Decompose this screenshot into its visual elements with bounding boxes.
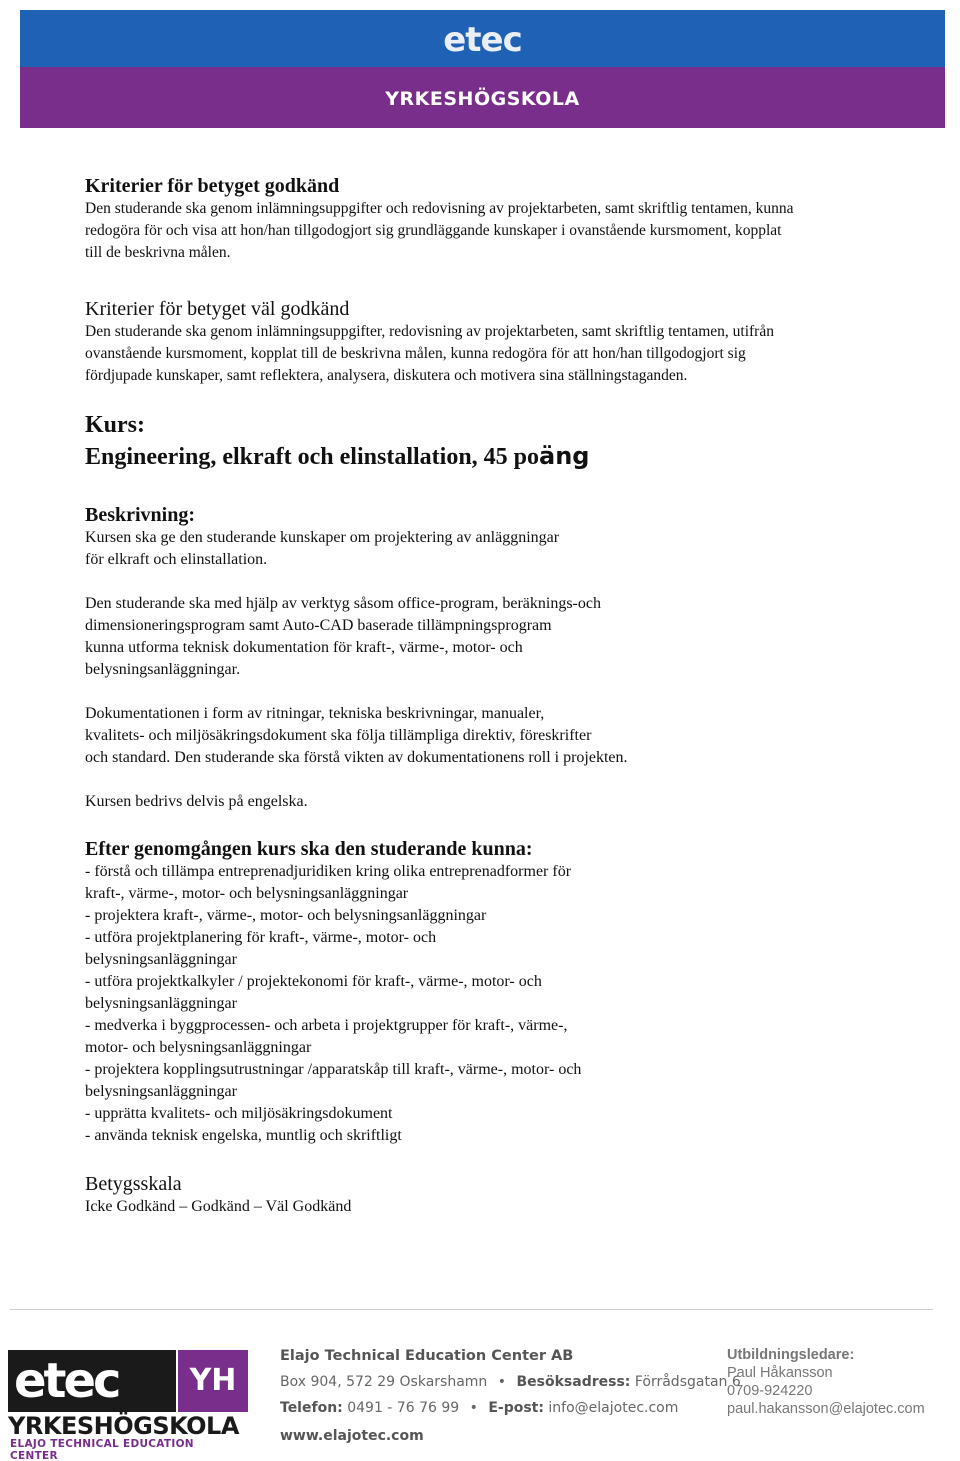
outcome-line: motor- och belysningsanläggningar <box>85 1039 312 1056</box>
footer-logo-yh: YH <box>178 1350 248 1412</box>
criteria-val-godkand-line: fördjupade kunskaper, samt reflektera, analysera, diskutera och motivera sina ställningstaganden. <box>85 367 688 384</box>
learning-outcomes <box>85 837 960 1147</box>
criteria-godkand-line: Den studerande ska genom inlämningsuppgifter och redovisning av projektarbeten, samt skriftlig tentamen, kunna <box>85 200 794 217</box>
course-title-suffix: äng <box>539 442 590 470</box>
footer-logo-yrkeshogskola: YRKESHÖGSKOLA <box>8 1412 239 1440</box>
course-label: Kurs: <box>85 412 145 438</box>
outcome-line: belysningsanläggningar <box>85 951 237 968</box>
footer-visit-label: Besöksadress: <box>516 1374 631 1390</box>
description-line: Kursen bedrivs delvis på engelska. <box>85 793 308 810</box>
footer-email[interactable]: info@elajotec.com <box>548 1400 679 1416</box>
description-line: Dokumentationen i form av ritningar, tekniska beskrivningar, manualer, <box>85 705 545 722</box>
outcome-line: - utföra projektkalkyler / projektekonomi för kraft-, värme-, motor- och <box>85 973 542 990</box>
footer-company-name: Elajo Technical Education Center AB <box>280 1348 574 1364</box>
contact-title: Utbildningsledare: <box>727 1347 855 1363</box>
footer-phone-label: Telefon: <box>280 1400 343 1416</box>
footer-contact-person <box>727 1346 925 1418</box>
description-line: och standard. Den studerande ska förstå vikten av dokumentationens roll i projekten. <box>85 749 628 766</box>
description-line: kunna utforma teknisk dokumentation för kraft-, värme-, motor- och <box>85 639 523 656</box>
grading-scale-heading: Betygsskala <box>85 1173 182 1195</box>
description-line: belysningsanläggningar. <box>85 661 241 678</box>
bullet-icon: • <box>497 1374 507 1390</box>
outcomes-heading: Efter genomgången kurs ska den studerande kunna: <box>85 838 533 860</box>
criteria-val-godkand <box>85 297 960 387</box>
footer-divider <box>10 1309 933 1310</box>
criteria-godkand-line: redogöra för och visa att hon/han tillgodogjort sig grundläggande kunskaper i ovanstående kursmoment, kopplat <box>85 222 782 239</box>
footer-phone: 0491 - 76 76 99 <box>347 1400 460 1416</box>
outcome-line: - förstå och tillämpa entreprenadjuridiken kring olika entreprenadformer för <box>85 863 572 880</box>
header-subtitle: YRKESHÖGSKOLA <box>385 88 580 110</box>
criteria-godkand-line: till de beskrivna målen. <box>85 244 231 261</box>
description-line: dimensioneringsprogram samt Auto-CAD baserade tillämpningsprogram <box>85 617 552 634</box>
footer-contact-row <box>280 1400 678 1416</box>
description-line: Kursen ska ge den studerande kunskaper om projektering av anläggningar <box>85 529 560 546</box>
outcome-line: - använda teknisk engelska, muntlig och skriftligt <box>85 1127 402 1144</box>
footer-logo-etec: etec <box>8 1350 176 1412</box>
footer-logo <box>8 1350 243 1461</box>
description-heading: Beskrivning: <box>85 504 196 526</box>
header-banner <box>20 10 945 128</box>
course-title-block <box>85 410 960 472</box>
outcome-line: - projektera kopplingsutrustningar /apparatskåp till kraft-, värme-, motor- och <box>85 1061 582 1078</box>
description-line: för elkraft och elinstallation. <box>85 551 268 568</box>
course-title-text: Engineering, elkraft och elinstallation, 45 po <box>85 444 540 470</box>
criteria-val-godkand-line: Den studerande ska genom inlämningsuppgifter, redovisning av projektarbeten, samt skriftlig tentamen, utifrån <box>85 323 774 340</box>
footer-logo-subtitle: ELAJO TECHNICAL EDUCATION CENTER <box>10 1438 194 1461</box>
criteria-val-godkand-line: ovanstående kursmoment, kopplat till de beskrivna målen, kunna redogöra för att hon/han tillgodogjort sig <box>85 345 746 362</box>
outcome-line: belysningsanläggningar <box>85 995 237 1012</box>
contact-phone: 0709-924220 <box>727 1383 813 1399</box>
outcome-line: - projektera kraft-, värme-, motor- och belysningsanläggningar <box>85 907 487 924</box>
contact-email[interactable]: paul.hakansson@elajotec.com <box>727 1401 925 1417</box>
contact-name: Paul Håkansson <box>727 1365 833 1381</box>
footer-address-row <box>280 1374 741 1390</box>
outcome-line: - utföra projektplanering för kraft-, värme-, motor- och <box>85 929 437 946</box>
criteria-godkand <box>85 174 960 264</box>
etec-logo: etec <box>443 20 522 60</box>
course-title <box>85 441 960 472</box>
criteria-val-godkand-heading: Kriterier för betyget väl godkänd <box>85 298 350 320</box>
outcome-line: - upprätta kvalitets- och miljösäkringsdokument <box>85 1105 393 1122</box>
footer-address: Box 904, 572 29 Oskarshamn <box>280 1374 488 1390</box>
bullet-icon: • <box>469 1400 478 1416</box>
footer-website[interactable]: www.elajotec.com <box>280 1428 424 1444</box>
description-line: Den studerande ska med hjälp av verktyg såsom office-program, beräknings-och <box>85 595 601 612</box>
grading-scale-text: Icke Godkänd – Godkänd – Väl Godkänd <box>85 1198 352 1215</box>
footer-email-label: E-post: <box>488 1400 544 1416</box>
outcome-line: kraft-, värme-, motor- och belysningsanläggningar <box>85 885 409 902</box>
criteria-godkand-heading: Kriterier för betyget godkänd <box>85 175 340 197</box>
description-line: kvalitets- och miljösäkringsdokument ska följa tillämpliga direktiv, föreskrifter <box>85 727 592 744</box>
outcome-line: belysningsanläggningar <box>85 1083 237 1100</box>
grading-scale <box>85 1172 960 1218</box>
footer-visit-address: Förrådsgatan 6 <box>634 1374 741 1390</box>
outcome-line: - medverka i byggprocessen- och arbeta i projektgrupper för kraft-, värme-, <box>85 1017 568 1034</box>
description-section <box>85 503 960 813</box>
